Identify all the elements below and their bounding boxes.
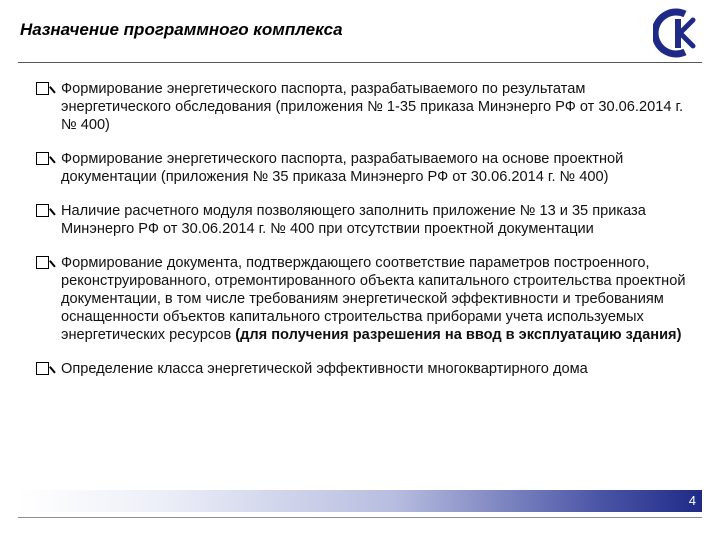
checkbox-bullet-icon xyxy=(36,204,49,217)
list-item xyxy=(36,150,692,186)
checkbox-bullet-icon xyxy=(36,256,49,269)
bullet-list xyxy=(36,80,692,394)
footer-divider xyxy=(18,517,702,518)
page-title: Назначение программного комплекса xyxy=(20,20,343,39)
checkbox-bullet-icon xyxy=(36,152,49,165)
list-item-text: Формирование энергетического паспорта, разрабатываемого по результатам энергетического обследования (приложения № 1-35 приказа Минэнерго РФ от 30.06.2014 г. № 400) xyxy=(61,81,684,133)
list-item-text: Формирование документа, подтверждающего соответствие параметров построенного, реконструированного, отремонтированного объекта капитального строительства проектной документации, в том числе требованиям энергетической эффективности и требованиям оснащенности объектов капитального строительства приборами учета используемых энергетических ресурсов xyxy=(61,255,686,343)
footer-gradient-bar xyxy=(18,490,702,512)
company-logo-icon xyxy=(653,8,703,58)
list-item-bold-text: (для получения разрешения на ввод в эксплуатацию здания) xyxy=(235,327,682,343)
list-item-text: Наличие расчетного модуля позволяющего заполнить приложение № 13 и 35 приказа Минэнерго РФ от 30.06.2014 г. № 400 при отсутствии проектной документации xyxy=(61,203,646,237)
header-divider xyxy=(18,62,702,63)
checkbox-bullet-icon xyxy=(36,362,49,375)
page-number: 4 xyxy=(688,493,696,508)
list-item xyxy=(36,80,692,134)
list-item-text: Формирование энергетического паспорта, разрабатываемого на основе проектной документации (приложения № 35 приказа Минэнерго РФ от 30.06.2014 г. № 400) xyxy=(61,151,624,185)
checkbox-bullet-icon xyxy=(36,82,49,95)
list-item xyxy=(36,360,692,378)
list-item xyxy=(36,254,692,344)
list-item xyxy=(36,202,692,238)
list-item-text: Определение класса энергетической эффективности многоквартирного дома xyxy=(61,361,588,377)
